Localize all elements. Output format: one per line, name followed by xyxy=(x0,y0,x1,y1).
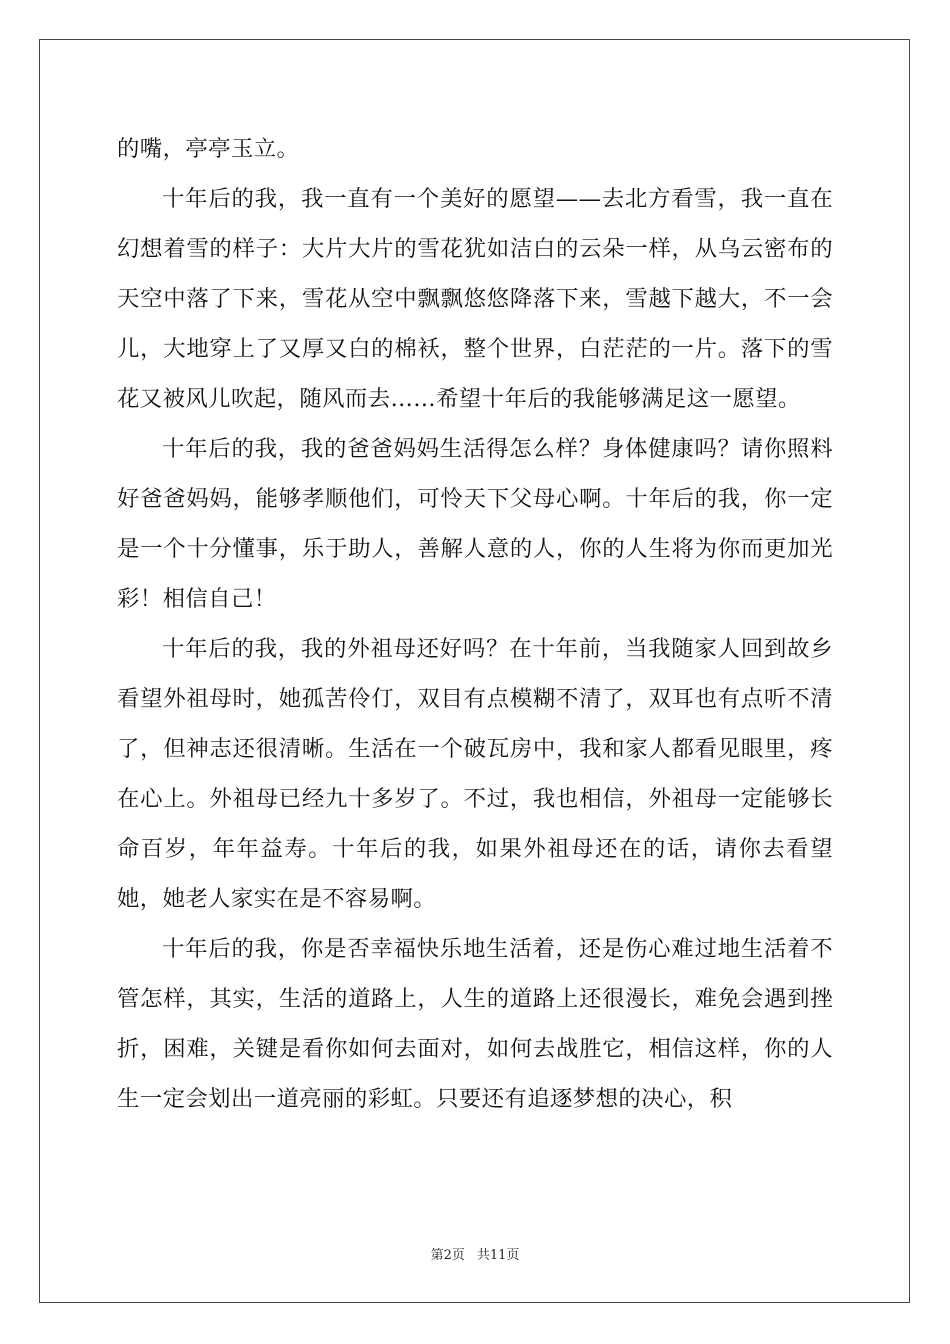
paragraph-3: 十年后的我，我的爸爸妈妈生活得怎么样？身体健康吗？请你照料好爸爸妈妈，能够孝顺他们，可怜天下父母心啊。十年后的我，你一定是一个十分懂事，乐于助人，善解人意的人，你的人生将为你而更加光彩！相信自己！ xyxy=(117,436,833,612)
paragraph-4: 十年后的我，我的外祖母还好吗？在十年前，当我随家人回到故乡看望外祖母时，她孤苦伶仃，双目有点模糊不清了，双耳也有点听不清了，但神志还很清晰。生活在一个破瓦房中，我和家人都看见眼里，疼在心上。外祖母已经九十多岁了。不过，我也相信，外祖母一定能够长命百岁，年年益寿。十年后的我，如果外祖母还在的话，请你去看望她，她老人家实在是不容易啊。 xyxy=(117,636,833,912)
paragraph-2: 十年后的我，我一直有一个美好的愿望——去北方看雪，我一直在幻想着雪的样子：大片大片的雪花犹如洁白的云朵一样，从乌云密布的天空中落了下来，雪花从空中飘飘悠悠降落下来，雪越下越大，不一会儿，大地穿上了又厚又白的棉袄，整个世界，白茫茫的一片。落下的雪花又被风儿吹起，随风而去……希望十年后的我能够满足这一愿望。 xyxy=(117,186,833,412)
paragraph-5: 十年后的我，你是否幸福快乐地生活着，还是伤心难过地生活着不管怎样，其实，生活的道路上，人生的道路上还很漫长，难免会遇到挫折，困难，关键是看你如何去面对，如何去战胜它，相信这样，你的人生一定会划出一道亮丽的彩虹。只要还有追逐梦想的决心，积 xyxy=(117,936,833,1112)
page-total: 共11页 xyxy=(476,1248,520,1263)
page-footer xyxy=(0,1247,950,1265)
paragraph-1: 的嘴，亭亭玉立。 xyxy=(117,136,300,162)
document-body xyxy=(117,124,833,1124)
page-number: 第2页 xyxy=(430,1248,465,1263)
